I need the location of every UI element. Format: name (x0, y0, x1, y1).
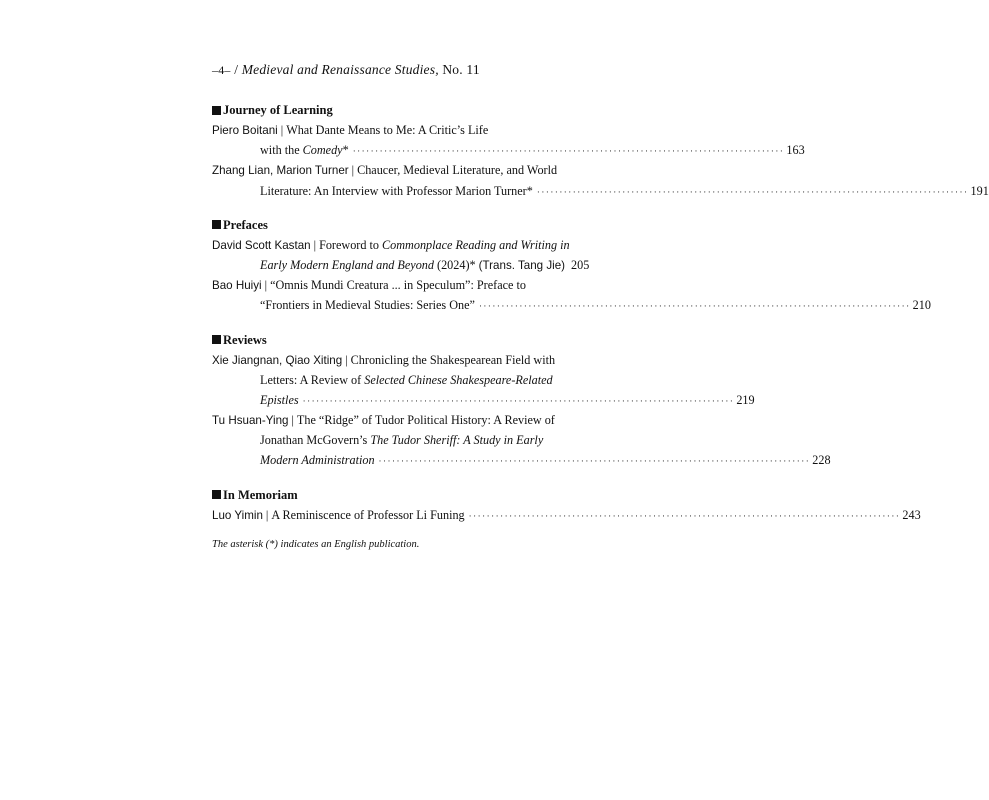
square-bullet-icon (212, 220, 221, 229)
toc-entry[interactable]: Xie Jiangnan, Qiao Xiting | Chronicling the Shakespearean Field with Letters: A Review of Selected Chinese Shakespeare-Related Epistles ································································································ 219 (212, 350, 588, 411)
translator-note: (Trans. Tang Jie) (478, 258, 566, 272)
entry-page-number: 243 (902, 507, 921, 522)
entry-title: Commonplace Reading and Writing in (382, 237, 570, 252)
toc-entry[interactable]: Bao Huiyi | “Omnis Mundi Creatura ... in Speculum”: Preface to “Frontiers in Medieval Studies: Series One” ································································································ 210 (212, 275, 588, 315)
dot-leader: ································································································ (352, 146, 785, 157)
entry-title: What Dante Means to Me: A Critic’s Life (286, 123, 489, 137)
entry-author: Luo Yimin (212, 508, 263, 522)
section-reviews (212, 330, 831, 471)
entry-author: Piero Boitani (212, 124, 278, 137)
author-separator: | (291, 413, 294, 428)
section-in-memoriam (212, 485, 921, 525)
entry-page-number: 219 (736, 392, 755, 407)
toc-entry[interactable]: Tu Hsuan-Ying | The “Ridge” of Tudor Political History: A Review of Jonathan McGovern’s The Tudor Sheriff: A Study in Early Modern Administration ································································································ 228 (212, 410, 588, 471)
dot-leader: ································································································ (378, 456, 811, 467)
running-head (212, 62, 588, 78)
author-separator: | (345, 352, 348, 367)
entry-page-number: 191 (970, 183, 989, 198)
author-separator: | (265, 507, 269, 522)
entry-page-number: 163 (786, 143, 805, 158)
toc-entry[interactable]: David Scott Kastan | Foreword to Commonplace Reading and Writing in Early Modern England and Beyond (2024)* (Trans. Tang Jie) 205 (212, 235, 588, 275)
entry-page-number: 210 (912, 298, 931, 313)
entry-title: Chronicling the Shakespearean Field with (350, 352, 556, 367)
section-prefaces (212, 215, 931, 316)
author-separator: | (264, 278, 268, 293)
entry-author: Tu Hsuan-Ying (212, 414, 289, 428)
author-separator: | (351, 163, 355, 178)
entry-author: Bao Huiyi (212, 279, 262, 293)
section-journey-of-learning (212, 100, 989, 201)
section-title: Journey of Learning (212, 100, 588, 120)
dot-leader: ································································································ (302, 395, 735, 406)
dot-leader: ································································································ (536, 186, 969, 197)
issue-number: No. 11 (442, 62, 480, 77)
toc-page (212, 62, 989, 550)
section-title: In Memoriam (212, 485, 588, 505)
entry-author: David Scott Kastan (212, 238, 311, 252)
author-separator: | (280, 123, 284, 137)
entry-title: A Reminiscence of Professor Li Funing (271, 507, 465, 522)
square-bullet-icon (212, 335, 221, 344)
header-separator: / (234, 62, 239, 77)
author-separator: | (313, 237, 317, 252)
section-title: Prefaces (212, 215, 588, 235)
entry-title: Chaucer, Medieval Literature, and World (357, 163, 558, 178)
journal-title: Medieval and Renaissance Studies, (241, 62, 439, 77)
entry-page-number: 228 (812, 453, 831, 468)
section-title: Reviews (212, 330, 588, 350)
dot-leader: ································································································ (468, 510, 901, 521)
dot-leader: ································································································ (478, 301, 911, 312)
entry-author: Xie Jiangnan, Qiao Xiting (212, 353, 343, 367)
toc-entry[interactable]: Piero Boitani | What Dante Means to Me: A Critic’s Life with the Comedy* ································································································ 163 (212, 120, 588, 160)
toc-entry[interactable]: Zhang Lian, Marion Turner | Chaucer, Medieval Literature, and World Literature: An Interview with Professor Marion Turner* ································································································ 191 (212, 160, 588, 200)
square-bullet-icon (212, 490, 221, 499)
entry-page-number: 205 (571, 257, 590, 272)
square-bullet-icon (212, 106, 221, 115)
entry-title: “Omnis Mundi Creatura ... in Speculum”: Preface to (270, 278, 526, 293)
page-number: –4– (212, 63, 231, 77)
toc-entry[interactable] (212, 505, 921, 525)
entry-title: The “Ridge” of Tudor Political History: A Review of (296, 413, 555, 428)
footnote: The asterisk (*) indicates an English publication. (212, 538, 420, 550)
entry-author: Zhang Lian, Marion Turner (212, 164, 349, 178)
